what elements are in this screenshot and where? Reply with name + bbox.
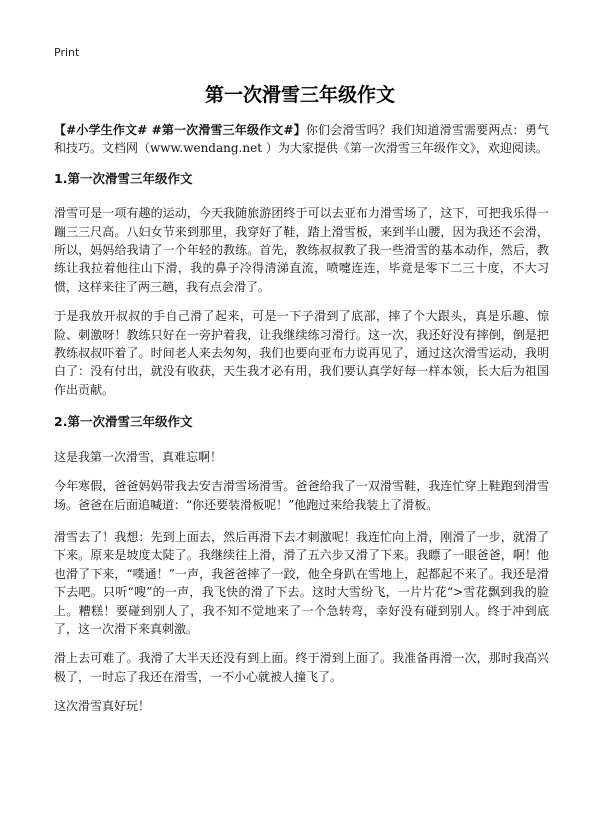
section-2-paragraph-3: 滑雪去了！我想：先到上面去，然后再滑下去才刺激呢！我连忙向上滑，刚滑了一步，就滑了下来。原来是坡度太陡了。我继续往上滑，滑了五六步又滑了下来。我瞟了一眼爸爸，啊！他也滑了下来，“噗通！”一声，我爸爸摔了一跤，他全身趴在雪地上，起都起不来了。我还是滑下去吧。只听“嗖”的一声，我飞快的滑了下去。这时大雪纷飞，一片片花“>雪花飘到我的脸上。糟糕！要碰到别人了，我不知不觉地来了一个急转弯，幸好没有碰到别人。终于冲到底了，这一次滑下来真刺激。 xyxy=(54,529,549,636)
section-2-paragraph-1: 这是我第一次滑雪，真难忘啊！ xyxy=(54,449,223,464)
intro-paragraph xyxy=(54,121,549,158)
intro-text: 你们会滑雪吗？我们知道滑雪需要两点：勇气和技巧。文档网（www.wendang.net ）为大家提供《第一次滑雪三年级作文》，欢迎阅读。 xyxy=(54,123,549,156)
print-label: Print xyxy=(54,46,80,59)
section-1-paragraph-2: 于是我放开叔叔的手自己滑了起来，可是一下子滑到了底部，摔了个大跟头，真是乐趣、惊险、刺激呀！教练只好在一旁护着我，让我继续练习滑行。这一次，我还好没有摔倒，倒是把教练叔叔吓着了。时间老人来去匆匆，我们也要向亚布力说再见了，通过这次滑雪运动，我明白了：没有付出，就没有收获，天生我才必有用，我们要认真学好每一样本领，长大后为祖国作出贡献。 xyxy=(54,309,549,397)
section-heading-2: 2.第一次滑雪三年级作文 xyxy=(54,414,193,430)
section-2-paragraph-5: 这次滑雪真好玩！ xyxy=(54,699,151,714)
section-2-paragraph-4: 滑上去可难了。我滑了大半天还没有到上面。终于滑到上面了。我准备再滑一次，那时我高兴极了，一时忘了我还在滑雪，一不小心就被人撞飞了。 xyxy=(54,651,549,684)
page-title: 第一次滑雪三年级作文 xyxy=(204,84,395,106)
section-2-paragraph-2: 今年寒假，爸爸妈妈带我去安吉滑雪场滑雪。爸爸给我了一双滑雪鞋，我连忙穿上鞋跑到滑雪场。爸爸在后面追喊道：“你还要装滑板呢！”他跑过来给我装上了滑板。 xyxy=(54,479,549,512)
section-heading-1: 1.第一次滑雪三年级作文 xyxy=(54,170,193,186)
section-1-paragraph-1: 滑雪可是一项有趣的运动，今天我随旅游团终于可以去亚布力滑雪场了，这下，可把我乐得一蹦三三尺高。八妇女节来到那里，我穿好了鞋，踏上滑雪板，来到半山腰，因为我还不会滑，所以，妈妈给我请了一个年轻的教练。首先，教练叔叔教了我一些滑雪的基本动作，然后，教练让我拉着他往山下滑，我的鼻子冷得清涕直流，喷嚏连连，毕竟是零下二三十度，不大习惯，这样来往了两三趟，我有点会滑了。 xyxy=(54,206,549,294)
article-body xyxy=(54,121,549,727)
intro-tags: 【#小学生作文# #第一次滑雪三年级作文#】 xyxy=(54,123,306,137)
